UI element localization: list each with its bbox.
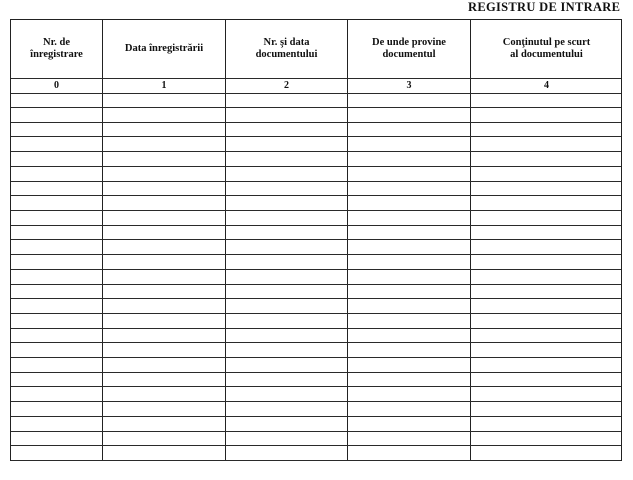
column-divider: [225, 20, 226, 460]
entry-row-line: [11, 254, 621, 255]
column-header-registration-date: Data înregistrării: [124, 43, 204, 54]
entry-row-line: [11, 284, 621, 285]
column-header-registration-number: Nr. de înregistrare: [30, 37, 83, 60]
column-number-2: 2: [284, 80, 289, 91]
register-title: REGISTRU DE INTRARE: [468, 0, 621, 14]
entry-row-line: [11, 210, 621, 211]
entry-row-line: [11, 460, 621, 461]
entry-row-line: [11, 225, 621, 226]
entry-row-line: [11, 107, 621, 108]
entry-row-line: [11, 445, 621, 446]
entry-row-line: [11, 195, 621, 196]
column-number-1: 1: [161, 80, 167, 91]
column-divider: [470, 20, 471, 460]
entry-row-line: [11, 372, 621, 373]
entry-row-line: [11, 181, 621, 182]
entry-row-line: [11, 122, 621, 123]
entry-row-line: [11, 431, 621, 432]
column-number-3: 3: [406, 80, 412, 91]
entry-row-line: [11, 386, 621, 387]
entry-row-line: [11, 269, 621, 270]
header-divider: [11, 78, 621, 79]
column-header-document-summary: Conţinutul pe scurt al documentului: [502, 37, 591, 60]
entry-row-line: [11, 166, 621, 167]
entry-row-line: [11, 298, 621, 299]
column-divider: [347, 20, 348, 460]
entry-row-line: [11, 151, 621, 152]
column-number-0: 0: [54, 80, 59, 91]
entry-row-line: [11, 313, 621, 314]
entry-row-line: [11, 239, 621, 240]
entry-row-line: [11, 136, 621, 137]
entry-row-line: [11, 401, 621, 402]
column-header-document-number-date: Nr. şi data documentului: [255, 37, 318, 60]
number-row-divider: [11, 93, 621, 94]
entry-row-line: [11, 342, 621, 343]
register-table: [10, 19, 622, 461]
column-number-4: 4: [544, 80, 549, 91]
entry-row-line: [11, 328, 621, 329]
column-divider: [102, 20, 103, 460]
column-header-document-origin: De unde provine documentul: [372, 37, 446, 60]
entry-row-line: [11, 357, 621, 358]
entry-row-line: [11, 416, 621, 417]
